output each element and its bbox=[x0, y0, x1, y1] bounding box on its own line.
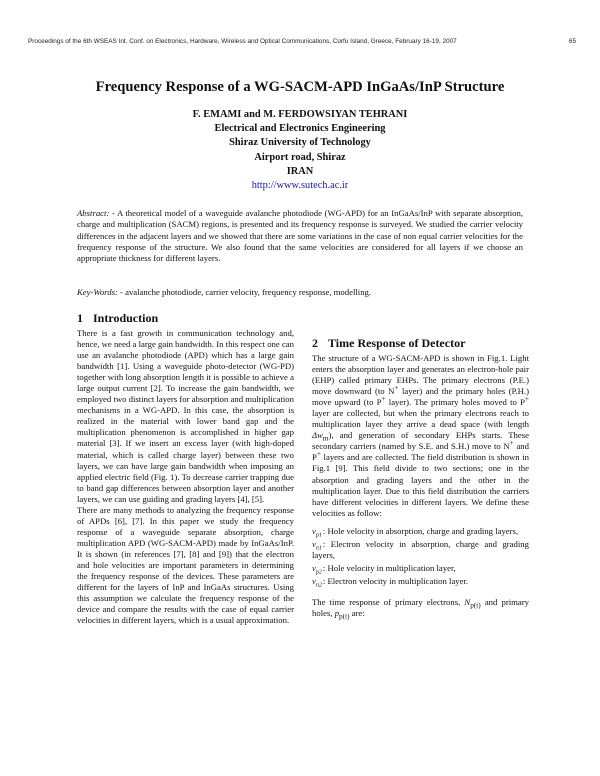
affiliation-university: Shiraz University of Technology bbox=[229, 137, 371, 149]
dead-space-subscript: m bbox=[322, 435, 329, 444]
section-title: Time Response of Detector bbox=[328, 336, 466, 350]
electron-subscript: p(t) bbox=[470, 601, 481, 610]
text-run: The structure of a WG-SACM-APD is shown in Fig.1. Light enters the absorption layer and generates an electron-hole pair (EHP) called primary EHPs. The primary electrons (P.E.) move downward (to N bbox=[312, 353, 529, 397]
text-run: and primary holes, bbox=[312, 596, 529, 618]
text-run: are: bbox=[349, 607, 365, 618]
affiliation-address: Airport road, Shiraz bbox=[254, 151, 346, 163]
text-run: layer). The primary holes moved to P bbox=[385, 397, 525, 408]
plus-superscript: + bbox=[381, 395, 386, 404]
text-run: layer are collected, but when the primary electrons reach to multiplication layer they arrive a dead space (with length bbox=[312, 408, 529, 430]
plus-superscript: + bbox=[316, 450, 321, 459]
dead-space-symbol: Δw bbox=[312, 430, 323, 441]
definition-item bbox=[312, 576, 529, 587]
abstract-text: - A theoretical model of a waveguide avalanche photodiode (WG-APD) for an InGaAs/InP with separate absorption, charge and multiplication (SACM) regions, is presented and its frequency response is surveyed. We studied the carrier velocity differences in the adjacent layers and we showed that there are some variations in the case of non equal carrier velocities for the frequency response of the structure. We also found that the same velocities are considered for all layers if we choose an appropriate thickness for different layers. bbox=[77, 208, 523, 264]
running-head-text: Proceedings of the 6th WSEAS Int. Conf. on Electronics, Hardware, Wireless and Optical Communications, Corfu Island, Greece, February 16-19, 2007 bbox=[28, 38, 457, 45]
abstract-label: Abstract: bbox=[77, 208, 110, 218]
section-heading-introduction bbox=[77, 311, 294, 326]
keywords-text: - avalanche photodiode, carrier velocity, frequency response, modelling. bbox=[117, 287, 372, 297]
velocity-symbol: $v_{p2}$ bbox=[312, 562, 322, 576]
definition-text: : Electron velocity in multiplication layer. bbox=[322, 575, 469, 586]
text-run: ), and generation of secondary EHPs starts. These secondary carriers (named by S.E. and S.H.) move to N bbox=[312, 430, 529, 452]
affiliation-country: IRAN bbox=[286, 165, 314, 177]
plus-superscript: + bbox=[524, 395, 529, 404]
hole-symbol: p bbox=[334, 607, 340, 618]
definition-text: : Hole velocity in absorption, charge and grading layers, bbox=[322, 525, 519, 536]
introduction-paragraph-2: There are many methods to analyzing the frequency response of APDs [6], [7]. In this paper we study the frequency response of a waveguide separate absorption, charge multiplication APD (WG-SACM-APD) made by InGaAs/InP. It is shown (in references [7], [8] and [9]) that the electron and hole velocities are important parameters in determining the frequency response of the devices. These parameters are different for the layers of InP and InGaAs structures. Using this assumption we calculate the frequency response of the device and compare the results with the case of equal carrier velocities in different layers, which is a usual approximation. bbox=[77, 504, 294, 626]
section-title: Introduction bbox=[93, 311, 159, 325]
time-response-paragraph-1 bbox=[312, 353, 529, 519]
keywords bbox=[77, 287, 523, 297]
text-run: layers and are collected. The field distribution is shown in Fig.1 [9]. This field divide to two sections; one in the absorption and grading layers and the other in the multiplication layer. Due to this field distribution the carriers have different velocities in different layers. We define these velocities as follow: bbox=[312, 452, 529, 518]
author-block bbox=[0, 108, 600, 193]
right-column bbox=[312, 336, 529, 619]
text-run: The time response of primary electrons, bbox=[312, 596, 465, 607]
introduction-paragraph-1: There is a fast growth in communication technology and, hence, we need a large gain bandwidth. In this respect one can use an avalanche photodiode (APD) which has a large gain bandwidth [1]. Using a waveguide photo-detector (WG-PD) together with long absorption length it is possible to achieve a large output current [2]. To increase the gain bandwidth, we employed two distinct layers for absorption and multiplication mechanisms in a WG-APD. In this case, the absorption is realized in the material with lower band gap and the multiplication phenomenon is accomplished in higher gap material [3]. If we insert an excess layer (with high-doped material, which is called charge layer) between these two layers, we can have large gain bandwidth when imposing an applied electric field (Fig. 1). To decrease carrier trapping due to band gap differences between absorption layer and another layers, we can use guiding and grading layers [4], [5]. bbox=[77, 328, 294, 504]
time-response-paragraph-2 bbox=[312, 597, 529, 619]
running-header bbox=[28, 38, 576, 45]
text-run: and P bbox=[312, 441, 529, 463]
section-number: 2 bbox=[312, 336, 318, 350]
definition-item bbox=[312, 526, 529, 537]
electron-symbol: N bbox=[464, 596, 471, 607]
velocity-symbol: $v_{p1}$ bbox=[312, 525, 322, 539]
velocity-symbol: $v_{n2}$ bbox=[312, 575, 322, 589]
definition-text: : Hole velocity in multiplication layer, bbox=[322, 562, 456, 573]
abstract bbox=[77, 208, 523, 264]
text-run: layer) and the primary holes (P.H.) move upward (to P bbox=[312, 386, 529, 408]
plus-superscript: + bbox=[394, 384, 399, 393]
section-heading-time-response bbox=[312, 336, 529, 351]
paper-title: Frequency Response of a WG-SACM-APD InGaAs/InP Structure bbox=[95, 79, 505, 95]
velocity-definitions bbox=[312, 526, 529, 587]
definition-item bbox=[312, 539, 529, 561]
definition-item bbox=[312, 563, 529, 574]
plus-superscript: + bbox=[509, 439, 514, 448]
definition-text: : Electron velocity in absorption, charge and grading layers, bbox=[312, 538, 529, 560]
page-number: 65 bbox=[568, 38, 576, 45]
affiliation-url-link[interactable]: http://www.sutech.ac.ir bbox=[251, 180, 349, 192]
hole-subscript: p(t) bbox=[339, 612, 350, 621]
affiliation-department: Electrical and Electronics Engineering bbox=[214, 123, 386, 135]
section-number: 1 bbox=[77, 311, 83, 325]
velocity-symbol: $v_{n1}$ bbox=[312, 538, 322, 552]
author-names: F. EMAMI and M. FERDOWSIYAN TEHRANI bbox=[192, 109, 408, 120]
keywords-label: Key-Words: bbox=[77, 287, 118, 297]
left-column bbox=[77, 311, 294, 626]
